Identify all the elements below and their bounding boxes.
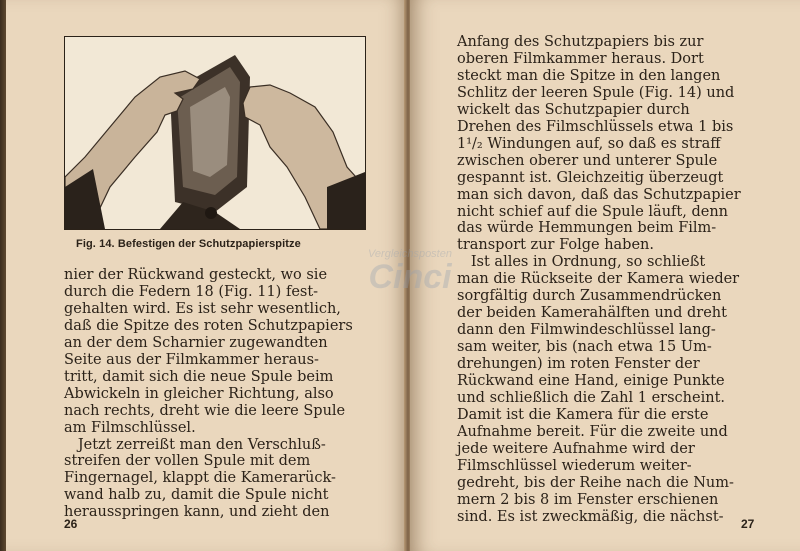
text-line: Abwickeln in gleicher Richtung, also: [64, 385, 334, 402]
page-number-left: 26: [64, 517, 78, 531]
text-line: durch die Federn 18 (Fig. 11) fest-: [64, 283, 319, 300]
text-line: wand halb zu, damit die Spule nicht: [64, 487, 329, 504]
text-line: sam weiter, bis (nach etwa 15 Um-: [457, 339, 712, 356]
text-line: Schlitz der leeren Spule (Fig. 14) und: [457, 84, 735, 101]
text-line: gehalten wird. Es ist sehr wesentlich,: [64, 300, 341, 317]
text-line: Seite aus der Filmkammer heraus-: [64, 351, 319, 368]
figure-caption: Fig. 14. Befestigen der Schutzpapierspitze: [76, 238, 301, 250]
text-line: nier der Rückwand gesteckt, wo sie: [64, 267, 328, 283]
text-line: Drehen des Filmschlüssels etwa 1 bis: [457, 118, 734, 135]
text-line: Fingernagel, klappt die Kamerarück-: [64, 470, 336, 487]
text-line: drehungen) im roten Fenster der: [457, 356, 700, 373]
text-line: gespannt ist. Gleichzeitig überzeugt: [457, 169, 724, 186]
text-line: an der dem Scharnier zugewandten: [64, 334, 328, 351]
text-line: Anfang des Schutzpapiers bis zur: [457, 34, 704, 50]
right-body-text: [457, 34, 753, 526]
left-page: [6, 0, 408, 551]
page-number-right: 27: [741, 517, 755, 531]
text-line: jede weitere Aufnahme wird der: [457, 440, 695, 457]
camera-illustration: [65, 37, 365, 229]
right-page: [410, 0, 800, 551]
text-line: nicht schief auf die Spule läuft, denn: [457, 203, 728, 220]
text-line: transport zur Folge haben.: [457, 237, 654, 254]
left-body-text: [64, 267, 364, 521]
text-line: streifen der vollen Spule mit dem: [64, 453, 311, 470]
text-line: tritt, damit sich die neue Spule beim: [64, 368, 334, 385]
text-line: mern 2 bis 8 im Fenster erschienen: [457, 491, 719, 508]
text-line: Aufnahme bereit. Für die zweite und: [457, 423, 728, 440]
text-line: Ist alles in Ordnung, so schließt: [457, 254, 706, 271]
watermark-logo: Cinci: [368, 258, 452, 296]
text-line: dann den Filmwindeschlüssel lang-: [457, 322, 716, 339]
text-line: daß die Spitze des roten Schutzpapiers: [64, 317, 353, 334]
text-line: herausspringen kann, und zieht den: [64, 504, 330, 521]
text-line: gedreht, bis der Reihe nach die Num-: [457, 474, 734, 491]
text-line: am Filmschlüssel.: [64, 419, 196, 436]
text-line: man die Rückseite der Kamera wieder: [457, 271, 740, 288]
text-line: steckt man die Spitze in den langen: [457, 67, 721, 84]
text-line: oberen Filmkammer heraus. Dort: [457, 50, 704, 67]
text-line: 1¹/₂ Windungen auf, so daß es straff: [457, 135, 721, 152]
text-line: Jetzt zerreißt man den Verschluß-: [64, 436, 326, 453]
text-line: der beiden Kamerahälften und dreht: [457, 305, 727, 322]
text-line: sind. Es ist zweckmäßig, die nächst-: [457, 508, 724, 525]
watermark-line-1: Vergleichsposten: [368, 248, 452, 260]
text-line: Damit ist die Kamera für die erste: [457, 406, 709, 423]
winding-knob-shape: [205, 207, 217, 219]
text-line: das würde Hemmungen beim Film-: [457, 220, 717, 237]
text-line: sorgfältig durch Zusammendrücken: [457, 288, 722, 305]
text-line: man sich davon, daß das Schutzpapier: [457, 186, 741, 203]
text-line: Filmschlüssel wiederum weiter-: [457, 457, 692, 474]
figure-hands-camera: [64, 36, 366, 230]
text-line: Rückwand eine Hand, einige Punkte: [457, 373, 725, 390]
text-line: nach rechts, dreht wie die leere Spule: [64, 402, 346, 419]
text-line: wickelt das Schutzpapier durch: [457, 101, 690, 118]
text-line: zwischen oberer und unterer Spule: [457, 152, 718, 169]
text-line: und schließlich die Zahl 1 erscheint.: [457, 390, 726, 407]
